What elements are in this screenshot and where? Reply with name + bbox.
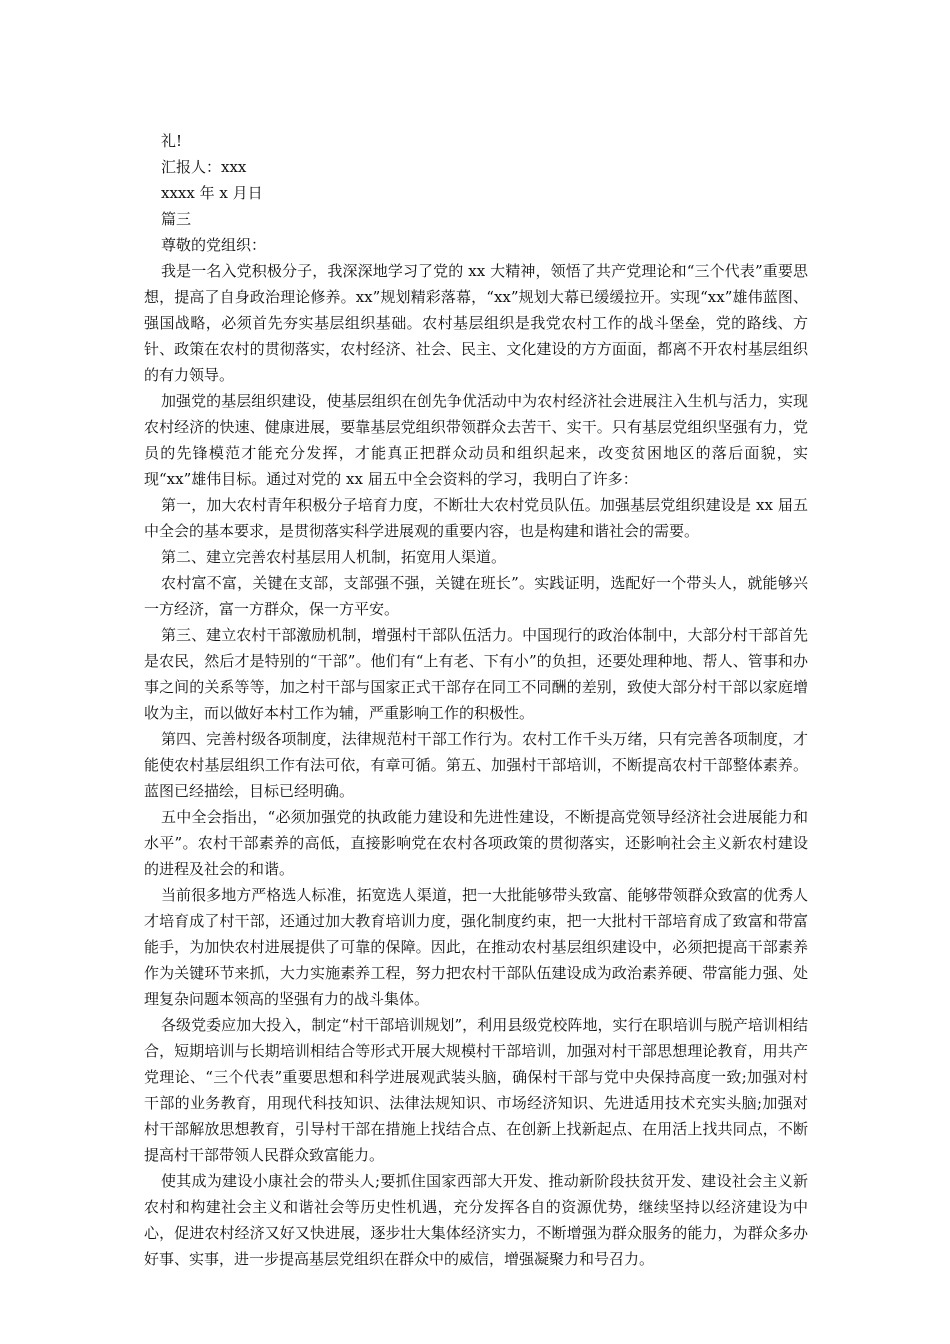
closing-salute: 礼! [161,132,183,150]
paragraph: 当前很多地方严格选人标准，拓宽选人渠道，把一大批能够带头致富、能够带领群众致富的优秀人才培育成了村干部，还通过加大教育培训力度，强化制度约束，把一大批村干部培育成了致富和带富能手，为加快农村进展提供了可靠的保障。因此，在推动农村基层组织建设中，必须把提高干部素养作为关键环节来抓，大力实施素养工程，努力把农村干部队伍建设成为政治素养硬、带富能力强、处理复杂问题本领高的坚强有力的战斗集体。 [144,886,808,1008]
document-body [144,128,808,1272]
paragraph: 使其成为建设小康社会的带头人;要抓住国家西部大开发、推动新阶段扶贫开发、建设社会主义新农村和构建社会主义和谐社会等历史性机遇，充分发挥各自的资源优势，继续坚持以经济建设为中心，促进农村经济又好又快进展，逐步壮大集体经济实力，不断增强为群众服务的能力，为群众多办好事、实事，进一步提高基层党组织在群众中的威信，增强凝聚力和号召力。 [144,1172,808,1268]
paragraph: 各级党委应加大投入，制定“村干部培训规划”，利用县级党校阵地，实行在职培训与脱产培训相结合，短期培训与长期培训相结合等形式开展大规模村干部培训，加强对村干部思想理论教育，用共产党理论、“三个代表”重要思想和科学进展观武装头脑，确保村干部与党中央保持高度一致;加强对村干部的业务教育，用现代科技知识、法律法规知识、市场经济知识、先进适用技术充实头脑;加强对村干部解放思想教育，引导村干部在措施上找结合点、在创新上找新起点、在用活上找共同点，不断提高村干部带领人民群众致富能力。 [144,1016,808,1164]
paragraph: 五中全会指出，“必须加强党的执政能力建设和先进性建设，不断提高党领导经济社会进展能力和水平”。农村干部素养的高低，直接影响党在农村各项政策的贯彻落实，还影响社会主义新农村建设的进程及社会的和谐。 [144,808,808,878]
paragraph: 第一，加大农村青年积极分子培育力度，不断壮大农村党员队伍。加强基层党组织建设是 xx 届五中全会的基本要求，是贯彻落实科学进展观的重要内容，也是构建和谐社会的需要。 [144,496,808,540]
reporter-line: 汇报人：xxx [161,158,247,176]
section-heading: 篇三 [161,210,192,228]
paragraph: 农村富不富，关键在支部，支部强不强，关键在班长”。实践证明，选配好一个带头人，就能够兴一方经济，富一方群众，保一方平安。 [144,574,808,618]
date-line: xxxx 年 x 月日 [161,184,263,202]
paragraph: 第四、完善村级各项制度，法律规范村干部工作行为。农村工作千头万绪，只有完善各项制度，才能使农村基层组织工作有法可依，有章可循。第五、加强村干部培训，不断提高农村干部整体素养。蓝图已经描绘，目标已经明确。 [144,730,808,800]
greeting-line: 尊敬的党组织： [161,236,267,254]
paragraph: 第二、建立完善农村基层用人机制，拓宽用人渠道。 [161,548,507,566]
paragraph: 我是一名入党积极分子，我深深地学习了党的 xx 大精神，领悟了共产党理论和“三个代表”重要思想，提高了自身政治理论修养。xx”规划精彩落幕，“xx”规划大幕已缓缓拉开。实现“xx”雄伟蓝图、强国战略，必须首先夯实基层组织基础。农村基层组织是我党农村工作的战斗堡垒，党的路线、方针、政策在农村的贯彻落实，农村经济、社会、民主、文化建设的方方面面，都离不开农村基层组织的有力领导。 [144,262,808,384]
paragraph: 加强党的基层组织建设，使基层组织在创先争优活动中为农村经济社会进展注入生机与活力，实现农村经济的快速、健康进展，要靠基层党组织带领群众去苦干、实干。只有基层党组织坚强有力，党员的先锋模范才能充分发挥，才能真正把群众动员和组织起来，改变贫困地区的落后面貌，实现“xx”雄伟目标。通过对党的 xx 届五中全会资料的学习，我明白了许多： [144,392,808,488]
paragraph: 第三、建立农村干部激励机制，增强村干部队伍活力。中国现行的政治体制中，大部分村干部首先是农民，然后才是特别的“干部”。他们有“上有老、下有小”的负担，还要处理种地、帮人、管事和办事之间的关系等等，加之村干部与国家正式干部存在同工不同酬的差别，致使大部分村干部以家庭增收为主，而以做好本村工作为辅，严重影响工作的积极性。 [144,626,808,722]
